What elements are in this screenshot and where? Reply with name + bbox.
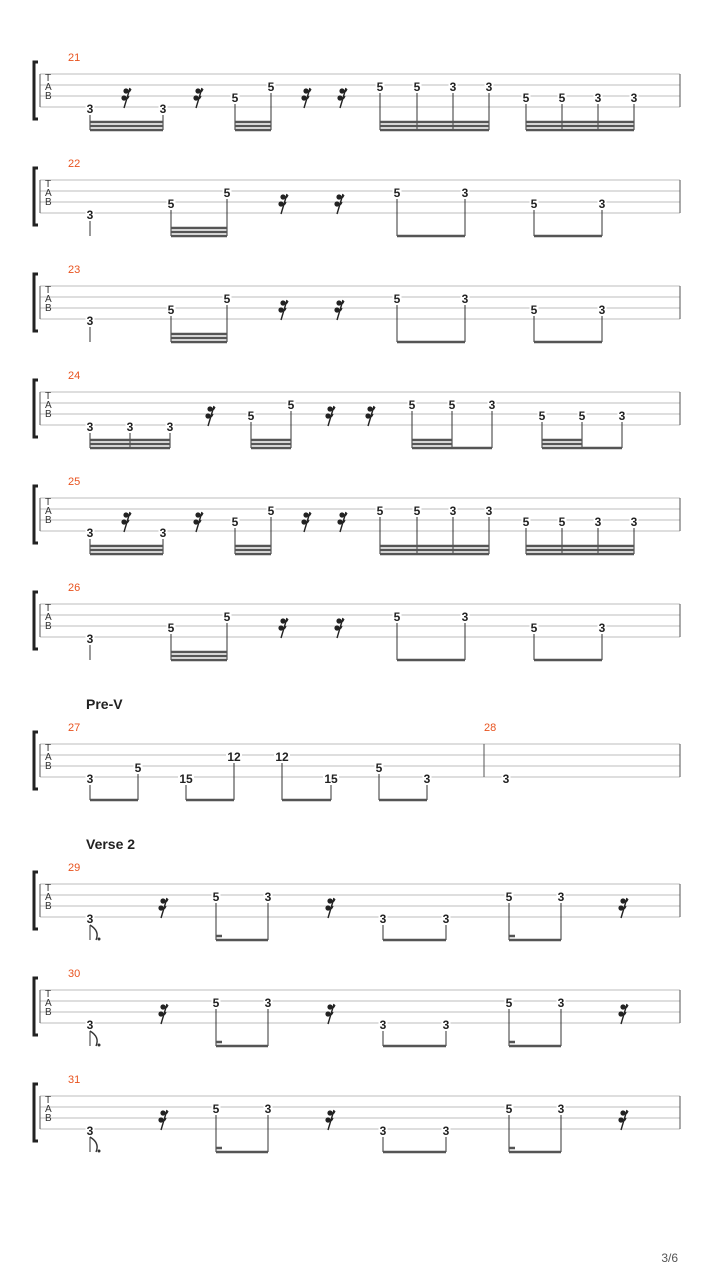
tab-clef-letter: A (45, 506, 52, 517)
fret-number: 3 (442, 1018, 450, 1032)
sixteenth-rest (325, 1110, 335, 1130)
fret-number: 5 (522, 91, 530, 105)
eighth-flag (90, 1137, 97, 1152)
tab-clef-letter: B (45, 901, 52, 912)
tab-clef-letter: T (45, 1095, 52, 1106)
sixteenth-rest (158, 898, 168, 918)
system-bracket (34, 62, 38, 119)
sixteenth-rest (334, 194, 344, 214)
fret-number: 5 (413, 80, 421, 94)
sixteenth-rest (278, 618, 288, 638)
fret-number: 5 (375, 761, 383, 775)
fret-number: 3 (86, 1124, 94, 1138)
fret-number: 5 (212, 996, 220, 1010)
fret-number: 3 (598, 303, 606, 317)
fret-number: 3 (86, 314, 94, 328)
tab-system (34, 264, 680, 342)
fret-number: 5 (287, 398, 295, 412)
fret-number: 5 (223, 610, 231, 624)
system-bracket (34, 380, 38, 437)
tab-clef-letter: A (45, 612, 52, 623)
tab-clef-letter: T (45, 73, 52, 84)
fret-number: 3 (594, 91, 602, 105)
fret-number: 5 (247, 409, 255, 423)
fret-number: 3 (485, 504, 493, 518)
fret-number: 3 (159, 102, 167, 116)
tab-clef-letter: T (45, 603, 52, 614)
fret-number: 5 (167, 197, 175, 211)
system-bracket (34, 1084, 38, 1141)
measure-number: 25 (68, 476, 81, 488)
sixteenth-rest (337, 88, 347, 108)
fret-number: 5 (393, 186, 401, 200)
tab-clef-letter: A (45, 400, 52, 411)
fret-number: 3 (379, 912, 387, 926)
fret-number: 5 (505, 1102, 513, 1116)
fret-number: 5 (223, 186, 231, 200)
sixteenth-rest (618, 898, 628, 918)
measure-number: 29 (68, 862, 81, 874)
fret-number: 5 (522, 515, 530, 529)
fret-number: 5 (267, 504, 275, 518)
measure-number: 27 (68, 722, 81, 734)
fret-number: 3 (485, 80, 493, 94)
tab-clef-letter: B (45, 91, 52, 102)
fret-number: 3 (86, 420, 94, 434)
fret-number: 3 (379, 1018, 387, 1032)
sixteenth-rest (301, 88, 311, 108)
tab-clef-letter: A (45, 294, 52, 305)
measure-number: 30 (68, 968, 81, 980)
fret-number: 5 (505, 890, 513, 904)
measure-number: 26 (68, 582, 81, 594)
tab-clef-letter: B (45, 621, 52, 632)
fret-number: 3 (557, 890, 565, 904)
fret-number: 5 (530, 197, 538, 211)
system-bracket (34, 274, 38, 331)
tab-system (34, 836, 680, 941)
tab-clef-letter: B (45, 1113, 52, 1124)
tab-clef-letter: T (45, 391, 52, 402)
fret-number: 5 (267, 80, 275, 94)
dot-mark (98, 1150, 101, 1153)
fret-number: 3 (461, 292, 469, 306)
sixteenth-rest (193, 88, 203, 108)
fret-number: 3 (449, 80, 457, 94)
measure-number: 22 (68, 158, 81, 170)
fret-number: 3 (461, 186, 469, 200)
fret-number: 5 (167, 303, 175, 317)
sixteenth-rest (325, 406, 335, 426)
fret-number: 3 (86, 208, 94, 222)
sixteenth-rest (337, 512, 347, 532)
fret-number: 5 (408, 398, 416, 412)
fret-number: 3 (423, 772, 431, 786)
fret-number: 5 (393, 292, 401, 306)
system-bracket (34, 978, 38, 1035)
system-bracket (34, 592, 38, 649)
sixteenth-rest (325, 898, 335, 918)
fret-number: 5 (530, 621, 538, 635)
tab-clef-letter: B (45, 197, 52, 208)
sixteenth-rest (301, 512, 311, 532)
fret-number: 5 (558, 91, 566, 105)
fret-number: 5 (376, 80, 384, 94)
tab-system (34, 52, 680, 130)
fret-number: 5 (530, 303, 538, 317)
tab-clef-letter: B (45, 1007, 52, 1018)
system-bracket (34, 872, 38, 929)
fret-number: 3 (166, 420, 174, 434)
measure-number: 23 (68, 264, 81, 276)
fret-number: 5 (448, 398, 456, 412)
system-bracket (34, 732, 38, 789)
tab-system (34, 1074, 680, 1153)
sixteenth-rest (158, 1004, 168, 1024)
fret-number: 3 (159, 526, 167, 540)
fret-number: 3 (86, 1018, 94, 1032)
sixteenth-rest (334, 300, 344, 320)
tab-clef-letter: T (45, 989, 52, 1000)
sixteenth-rest (158, 1110, 168, 1130)
tab-system (34, 696, 680, 800)
fret-number: 5 (231, 91, 239, 105)
tab-clef-letter: T (45, 285, 52, 296)
tab-clef-letter: T (45, 883, 52, 894)
measure-number: 31 (68, 1074, 81, 1086)
tab-clef-letter: B (45, 761, 52, 772)
fret-number: 3 (86, 912, 94, 926)
sixteenth-rest (618, 1110, 628, 1130)
fret-number: 3 (86, 632, 94, 646)
tab-clef-letter: A (45, 892, 52, 903)
fret-number: 3 (630, 91, 638, 105)
sixteenth-rest (618, 1004, 628, 1024)
fret-number: 5 (212, 1102, 220, 1116)
sixteenth-rest (121, 512, 131, 532)
section-label: Pre-V (86, 696, 123, 712)
fret-number: 3 (488, 398, 496, 412)
fret-number: 3 (86, 526, 94, 540)
fret-number: 3 (379, 1124, 387, 1138)
fret-number: 3 (630, 515, 638, 529)
fret-number: 5 (223, 292, 231, 306)
fret-number: 3 (264, 890, 272, 904)
fret-number: 5 (558, 515, 566, 529)
tab-system (34, 582, 680, 660)
tab-clef-letter: A (45, 998, 52, 1009)
sixteenth-rest (278, 300, 288, 320)
sixteenth-rest (278, 194, 288, 214)
sixteenth-rest (205, 406, 215, 426)
fret-number: 3 (461, 610, 469, 624)
tab-system (34, 476, 680, 554)
page-number: 3/6 (661, 1251, 678, 1265)
sixteenth-rest (193, 512, 203, 532)
tab-clef-letter: B (45, 409, 52, 420)
sixteenth-rest (121, 88, 131, 108)
tab-system (34, 968, 680, 1047)
fret-number: 5 (505, 996, 513, 1010)
tab-clef-letter: T (45, 179, 52, 190)
fret-number: 3 (86, 772, 94, 786)
section-label: Verse 2 (86, 836, 136, 852)
tab-clef-letter: A (45, 752, 52, 763)
sixteenth-rest (325, 1004, 335, 1024)
fret-number: 5 (231, 515, 239, 529)
fret-number: 3 (594, 515, 602, 529)
dot-mark (98, 1044, 101, 1047)
fret-number: 15 (324, 772, 338, 786)
measure-number: 24 (68, 370, 81, 382)
fret-number: 3 (264, 1102, 272, 1116)
tab-clef-letter: A (45, 82, 52, 93)
fret-number: 5 (167, 621, 175, 635)
fret-number: 3 (618, 409, 626, 423)
fret-number: 3 (598, 197, 606, 211)
fret-number: 3 (557, 996, 565, 1010)
fret-number: 5 (393, 610, 401, 624)
eighth-flag (90, 925, 97, 940)
fret-number: 3 (502, 772, 510, 786)
fret-number: 3 (86, 102, 94, 116)
fret-number: 5 (376, 504, 384, 518)
fret-number: 5 (413, 504, 421, 518)
fret-number: 3 (557, 1102, 565, 1116)
system-bracket (34, 168, 38, 225)
fret-number: 3 (264, 996, 272, 1010)
system-bracket (34, 486, 38, 543)
fret-number: 3 (442, 912, 450, 926)
fret-number: 12 (227, 750, 241, 764)
eighth-flag (90, 1031, 97, 1046)
fret-number: 5 (212, 890, 220, 904)
tab-clef-letter: A (45, 1104, 52, 1115)
tab-clef-letter: T (45, 497, 52, 508)
fret-number: 3 (442, 1124, 450, 1138)
fret-number: 3 (126, 420, 134, 434)
tab-system (34, 158, 680, 236)
fret-number: 5 (134, 761, 142, 775)
tab-clef-letter: T (45, 743, 52, 754)
tab-clef-letter: B (45, 303, 52, 314)
fret-number: 3 (449, 504, 457, 518)
dot-mark (98, 938, 101, 941)
measure-number: 28 (484, 722, 497, 734)
fret-number: 12 (275, 750, 289, 764)
tab-clef-letter: B (45, 515, 52, 526)
fret-number: 5 (538, 409, 546, 423)
tab-system (34, 370, 680, 448)
fret-number: 5 (578, 409, 586, 423)
measure-number: 21 (68, 52, 81, 64)
sixteenth-rest (334, 618, 344, 638)
fret-number: 15 (179, 772, 193, 786)
fret-number: 3 (598, 621, 606, 635)
sixteenth-rest (365, 406, 375, 426)
tab-clef-letter: A (45, 188, 52, 199)
